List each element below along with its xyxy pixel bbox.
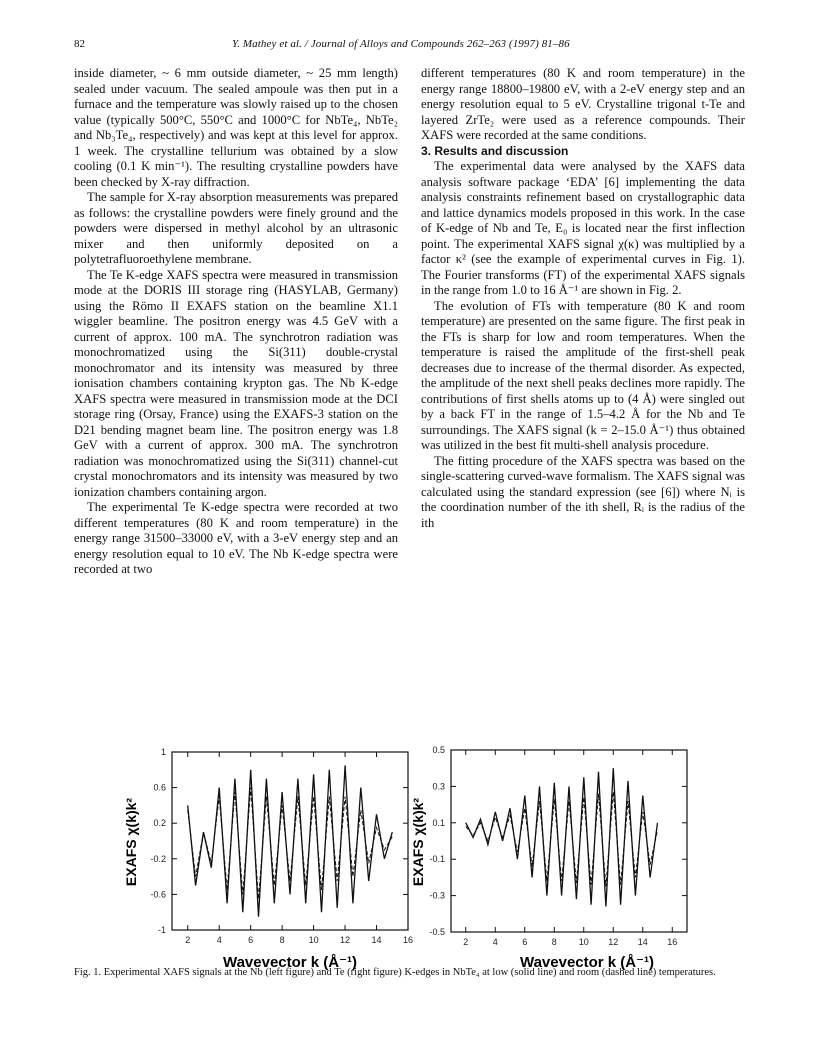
nb-exafs-plot — [112, 724, 424, 992]
x-tick-label: 14 — [371, 935, 382, 945]
x-tick-label: 12 — [608, 937, 619, 947]
x-tick-label: 14 — [637, 937, 648, 947]
y-tick-label: -0.2 — [150, 853, 166, 864]
y-tick-label: 0.3 — [432, 781, 445, 792]
paragraph: The sample for X-ray absorption measurements was prepared as follows: the crystalline powders were finely ground and the powders were dispersed in methyl alcohol by an ultrasonic mixer and then uniformly deposited on a polytetrafluoroethylene membrane. — [74, 190, 398, 266]
y-tick-label: -0.5 — [429, 927, 445, 937]
paragraph: The evolution of FTs with temperature (80 K and room temperature) are presented on the same figure. The first peak in the FTs is sharp for low and room temperatures. When the temperature is raised the amplitude of the first-shell peak decreases due to increase of the thermal disorder. As expected, the amplitude of the next shell peaks declines more rapidly. The contributions of first shells atoms up to (4 Å) were singled out by a back FT in the range of 1.5–4.2 Å for the Nb and Te surroundings. The XAFS signal (k = 2–15.0 Å⁻¹) thus obtained was utilized in the best fit multi-shell analysis procedure. — [421, 298, 745, 452]
series-line-solid — [188, 765, 393, 916]
paragraph: The Te K-edge XAFS spectra were measured in transmission mode at the DORIS III storage ring (HASYLAB, Germany) using the Römo II EXAFS station on the beamline X1.1 wiggler beamline. The positron energy was 4.5 GeV with a current of approx. 100 mA. The synchrotron radiation was monochromatized using the Si(311) double-crystal monochromator and its intensity was measured by three ionisation chambers containing krypton gas. The Nb K-edge XAFS spectra were measured in transmission mode at the DCI storage ring (Orsay, France) using the EXAFS-3 station on the D21 bending magnet beam line. The positron energy was 1.8 GeV with a current of approx. 300 mA. The synchrotron radiation was monochromatized using the Si(311) channel-cut crystal monochromators and its intensity was measured by two ionization chambers containing argon. — [74, 267, 398, 499]
x-tick-label: 10 — [308, 935, 319, 945]
left-column — [74, 66, 398, 578]
running-header — [0, 38, 816, 54]
te-exafs-plot — [409, 724, 729, 992]
paragraph: The experimental Te K-edge spectra were recorded at two different temperatures (80 K and room temperature) in the energy range 31500–33000 eV, with a 3-eV energy step and an energy resolution equal to 10 eV. The Nb K-edge spectra were recorded at two — [74, 500, 398, 576]
figure-caption: Fig. 1. Experimental XAFS signals at the Nb (left figure) and Te (right figure) K-edges in NbTe₄ at low (solid line) and room (dashed line) temperatures. — [74, 967, 716, 978]
paragraph: different temperatures (80 K and room temperature) in the energy range 18800–19800 eV, with a 2-eV energy step and an energy resolution equal to 5 eV. Crystalline trigonal t-Te and layered ZrTe₂ were used as a reference compounds. Their XAFS were recorded at the same conditions. — [421, 66, 745, 142]
x-tick-label: 10 — [578, 937, 589, 947]
page-number: 82 — [74, 38, 85, 50]
section-heading: 3. Results and discussion — [421, 143, 569, 158]
x-tick-label: 8 — [551, 937, 557, 947]
x-tick-label: 8 — [279, 935, 285, 945]
paragraph: The experimental data were analysed by the XAFS data analysis software package ‘EDA’ [6] implementing the data analysis constraints refinement based on crystallographic data and lattice dynamics models proposed in this work. In the case of K-edge of Nb and Te, E₀ is located near the first inflection point. The experimental XAFS signal χ(κ) was multiplied by a factor κ² (see the example of experimental curves in Fig. 1). The Fourier transforms (FT) of the experimental XAFS signals in the range from 1.0 to 16 Å⁻¹ are shown in Fig. 2. — [421, 159, 745, 297]
x-tick-label: 6 — [522, 937, 528, 947]
y-tick-label: 0.2 — [153, 818, 166, 829]
y-tick-label: -1 — [157, 925, 166, 935]
paragraph: The fitting procedure of the XAFS spectra was based on the single-scattering curved-wave formalism. The XAFS signal was calculated using the standard expression (see [6]) where Nᵢ is the coordination number of the ith shell, Rᵢ is the radius of the ith — [421, 453, 745, 530]
x-tick-label: 16 — [402, 935, 414, 945]
x-tick-label: 16 — [667, 937, 678, 947]
y-tick-label: -0.3 — [429, 890, 445, 901]
y-axis-label: EXAFS χ(k)k² — [410, 797, 426, 887]
series-line-solid — [466, 768, 658, 906]
y-tick-label: 0.1 — [432, 817, 445, 828]
x-tick-label: 4 — [216, 935, 222, 945]
y-tick-label: 1 — [160, 747, 166, 757]
y-tick-label: -0.6 — [150, 889, 166, 900]
journal-citation: Y. Mathey et al. / Journal of Alloys and Compounds 262–263 (1997) 81–86 — [232, 38, 570, 50]
x-tick-label: 12 — [340, 935, 351, 945]
x-tick-label: 6 — [248, 935, 254, 945]
x-axis-label: Wavevector k (Å⁻¹) — [222, 954, 358, 971]
right-column — [421, 66, 745, 531]
paragraph: inside diameter, ~ 6 mm outside diameter, ~ 25 mm length) sealed under vacuum. The sealed ampoule was then put in a furnace and the temperature was slowly raised up to the chosen value (typically 500°C, 550°C and 1000°C for NbTe₄, NbTe₂ and Nb₃Te₄, respectively) and was kept at this level for approx. 1 week. The crystalline tellurium was obtained by a slow cooling (0.1 K min⁻¹). The resulting crystalline powders have been checked by X-ray diffraction. — [74, 66, 398, 189]
y-axis-label: EXAFS χ(k)k² — [123, 797, 139, 887]
y-tick-label: 0.5 — [432, 745, 445, 755]
x-axis-label: Wavevector k (Å⁻¹) — [519, 954, 655, 971]
series-line-dashed — [466, 792, 658, 887]
x-tick-label: 4 — [492, 937, 498, 947]
x-tick-label: 2 — [463, 937, 469, 947]
y-tick-label: 0.6 — [153, 782, 166, 793]
y-tick-label: -0.1 — [429, 854, 445, 865]
x-tick-label: 2 — [185, 935, 191, 945]
